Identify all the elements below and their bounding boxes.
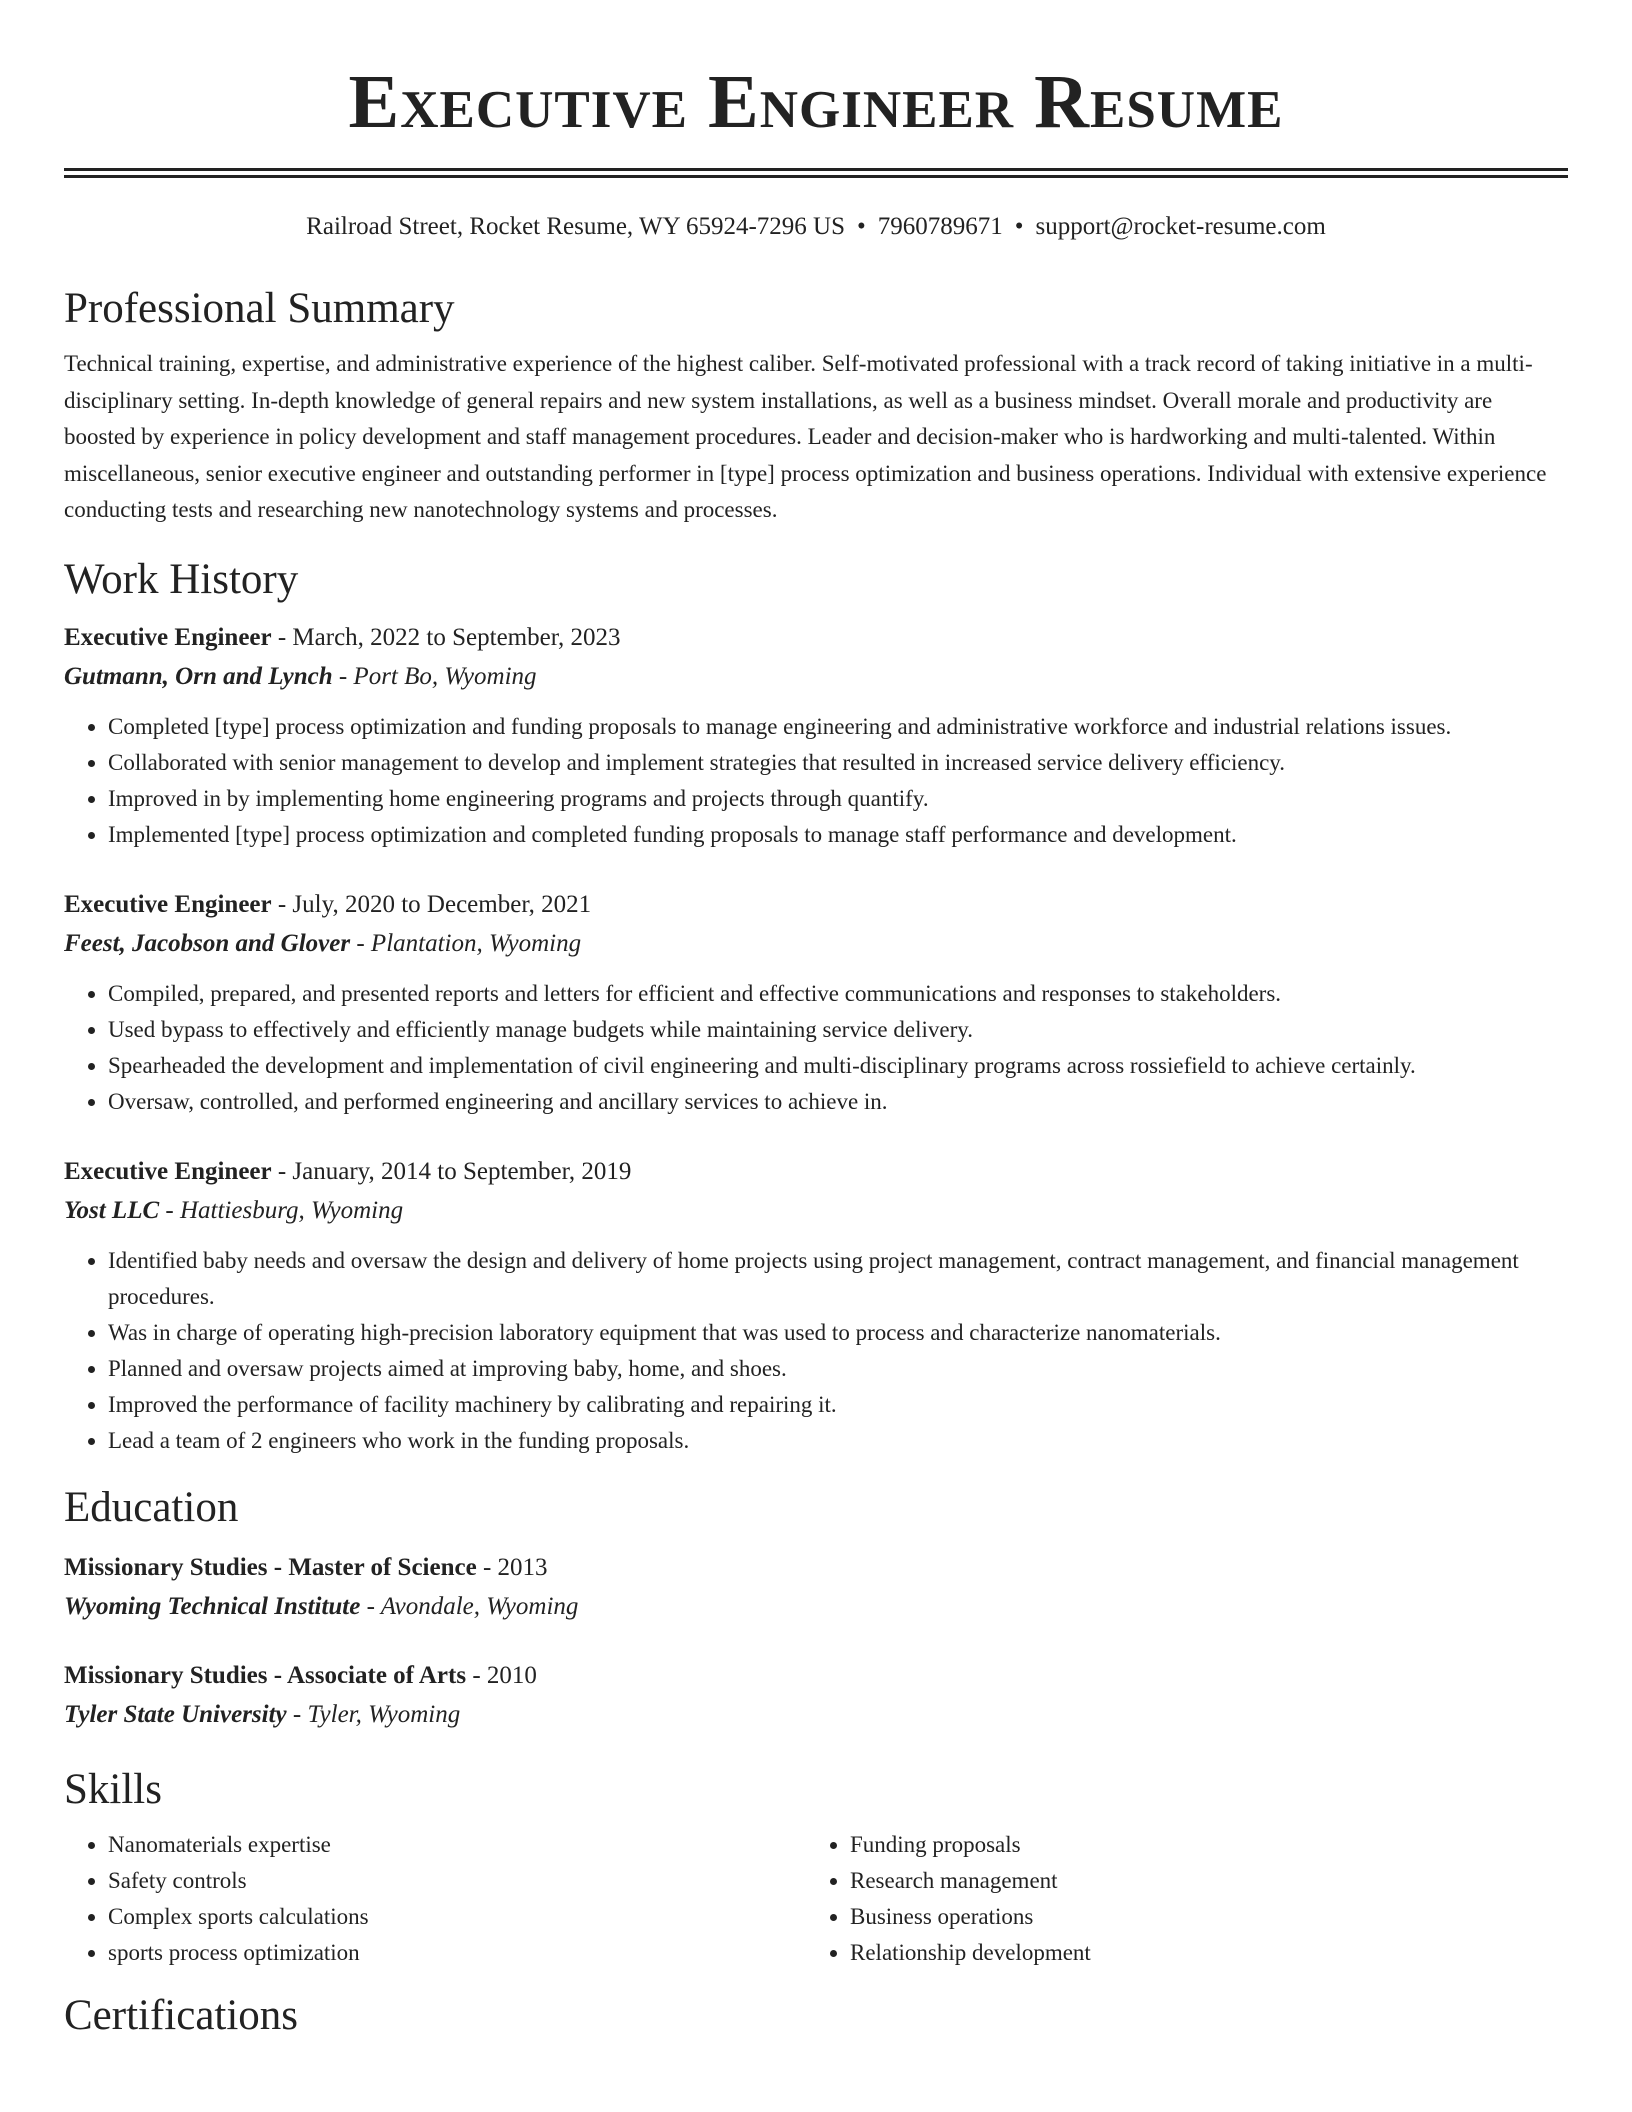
job-company: Yost LLC bbox=[64, 1196, 160, 1224]
resume-title: Executive Engineer Resume bbox=[348, 60, 1284, 144]
job-bullet: • Improved the performance of facility machinery by calibrating and repairing it. bbox=[108, 1387, 1568, 1423]
job-company-line bbox=[64, 1191, 1568, 1231]
job-bullet: • Spearheaded the development and implementation of civil engineering and multi-disciplinary programs across rossiefield to achieve certainly. bbox=[108, 1048, 1568, 1084]
job-title-line bbox=[64, 886, 1568, 924]
education-location: - Avondale, Wyoming bbox=[360, 1592, 579, 1620]
skill-item: • Funding proposals bbox=[850, 1827, 1548, 1863]
education-degree: Missionary Studies - Associate of Arts bbox=[64, 1661, 467, 1689]
skills-heading: Skills bbox=[64, 1765, 162, 1813]
certifications-heading: Certifications bbox=[64, 1991, 299, 2039]
education-school: Wyoming Technical Institute bbox=[64, 1592, 361, 1620]
contact-email: support@rocket-resume.com bbox=[1035, 213, 1326, 240]
education-school: Tyler State University bbox=[64, 1700, 287, 1728]
education-heading: Education bbox=[64, 1483, 239, 1531]
contact-separator: • bbox=[856, 213, 866, 240]
job-company: Gutmann, Orn and Lynch bbox=[64, 662, 333, 690]
skill-item: • Safety controls bbox=[108, 1863, 806, 1899]
job-bullet: • Collaborated with senior management to develop and implement strategies that resulted in increased service delivery efficiency. bbox=[108, 745, 1568, 781]
job-location: - Plantation, Wyoming bbox=[350, 929, 582, 957]
job-title-line bbox=[64, 619, 1568, 657]
contact-phone: 7960789671 bbox=[877, 213, 1003, 240]
work-history-heading: Work History bbox=[64, 555, 299, 603]
skill-item: • sports process optimization bbox=[108, 1935, 806, 1971]
job-bullet: • Was in charge of operating high-precision laboratory equipment that was used to process and characterize nanomaterials. bbox=[108, 1315, 1568, 1351]
job-title: Executive Engineer bbox=[64, 623, 272, 651]
resume-page bbox=[64, 0, 1568, 2041]
skill-item: • Business operations bbox=[850, 1899, 1548, 1935]
title-double-rule bbox=[64, 168, 1568, 178]
job-title: Executive Engineer bbox=[64, 890, 272, 918]
education-degree-line bbox=[64, 1657, 1568, 1695]
job-bullet: • Lead a team of 2 engineers who work in the funding proposals. bbox=[108, 1423, 1568, 1459]
job-title: Executive Engineer bbox=[64, 1157, 272, 1185]
job-bullet: • Implemented [type] process optimization and completed funding proposals to manage staff performance and development. bbox=[108, 817, 1568, 853]
education-school-line bbox=[64, 1587, 1568, 1627]
job-company-line bbox=[64, 657, 1568, 697]
job-bullets bbox=[64, 1243, 1568, 1459]
education-entry bbox=[64, 1549, 1568, 1627]
job-entry bbox=[64, 1153, 1568, 1459]
skills-column-right bbox=[806, 1827, 1548, 1971]
job-company-line bbox=[64, 924, 1568, 964]
job-dates: - March, 2022 to September, 2023 bbox=[271, 623, 621, 651]
job-bullet: • Compiled, prepared, and presented reports and letters for efficient and effective communications and responses to stakeholders. bbox=[108, 976, 1568, 1012]
job-bullet: • Completed [type] process optimization and funding proposals to manage engineering and administrative workforce and industrial relations issues. bbox=[108, 709, 1568, 745]
job-bullets bbox=[64, 976, 1568, 1120]
skill-item: • Nanomaterials expertise bbox=[108, 1827, 806, 1863]
contact-address: Railroad Street, Rocket Resume, WY 65924-7296 US bbox=[306, 213, 845, 240]
skills-list bbox=[64, 1827, 806, 1971]
contact-separator: • bbox=[1014, 213, 1024, 240]
job-title-line bbox=[64, 1153, 1568, 1191]
education-school-line bbox=[64, 1695, 1568, 1735]
job-entry bbox=[64, 619, 1568, 853]
job-bullet: • Improved in by implementing home engineering programs and projects through quantify. bbox=[108, 781, 1568, 817]
job-location: - Port Bo, Wyoming bbox=[332, 662, 537, 690]
education-degree: Missionary Studies - Master of Science bbox=[64, 1553, 477, 1581]
job-company: Feest, Jacobson and Glover bbox=[64, 929, 351, 957]
education-location: - Tyler, Wyoming bbox=[286, 1700, 461, 1728]
job-dates: - January, 2014 to September, 2019 bbox=[271, 1157, 632, 1185]
summary-heading: Professional Summary bbox=[64, 285, 455, 332]
skills-grid bbox=[64, 1827, 1568, 1971]
job-bullets bbox=[64, 709, 1568, 853]
job-entry bbox=[64, 886, 1568, 1120]
summary-text: Technical training, expertise, and administrative experience of the highest caliber. Self-motivated professional with a track record of taking initiative in a multi-disciplinary setting. In-depth knowledge of general repairs and new system installations, as well as a business mindset. Overall morale and productivity are boosted by experience in policy development and staff management procedures. Leader and decision-maker who is hardworking and multi-talented. Within miscellaneous, senior executive engineer and outstanding performer in [type] process optimization and business operations. Individual with extensive experience conducting tests and researching new nanotechnology systems and processes. bbox=[64, 351, 1547, 522]
skills-column-left bbox=[64, 1827, 806, 1971]
skills-list bbox=[806, 1827, 1548, 1971]
job-bullet: • Identified baby needs and oversaw the design and delivery of home projects using project management, contract management, and financial management procedures. bbox=[108, 1243, 1568, 1315]
job-bullet: • Planned and oversaw projects aimed at improving baby, home, and shoes. bbox=[108, 1351, 1568, 1387]
education-degree-line bbox=[64, 1549, 1568, 1587]
education-year: - 2013 bbox=[476, 1553, 548, 1581]
skill-item: • Complex sports calculations bbox=[108, 1899, 806, 1935]
contact-line bbox=[64, 212, 1568, 242]
skill-item: • Research management bbox=[850, 1863, 1548, 1899]
job-dates: - July, 2020 to December, 2021 bbox=[271, 890, 592, 918]
job-bullet: • Oversaw, controlled, and performed engineering and ancillary services to achieve in. bbox=[108, 1084, 1568, 1120]
job-location: - Hattiesburg, Wyoming bbox=[159, 1196, 404, 1224]
education-entry bbox=[64, 1657, 1568, 1735]
job-bullet: • Used bypass to effectively and efficiently manage budgets while maintaining service delivery. bbox=[108, 1012, 1568, 1048]
education-year: - 2010 bbox=[466, 1661, 537, 1689]
skill-item: • Relationship development bbox=[850, 1935, 1548, 1971]
